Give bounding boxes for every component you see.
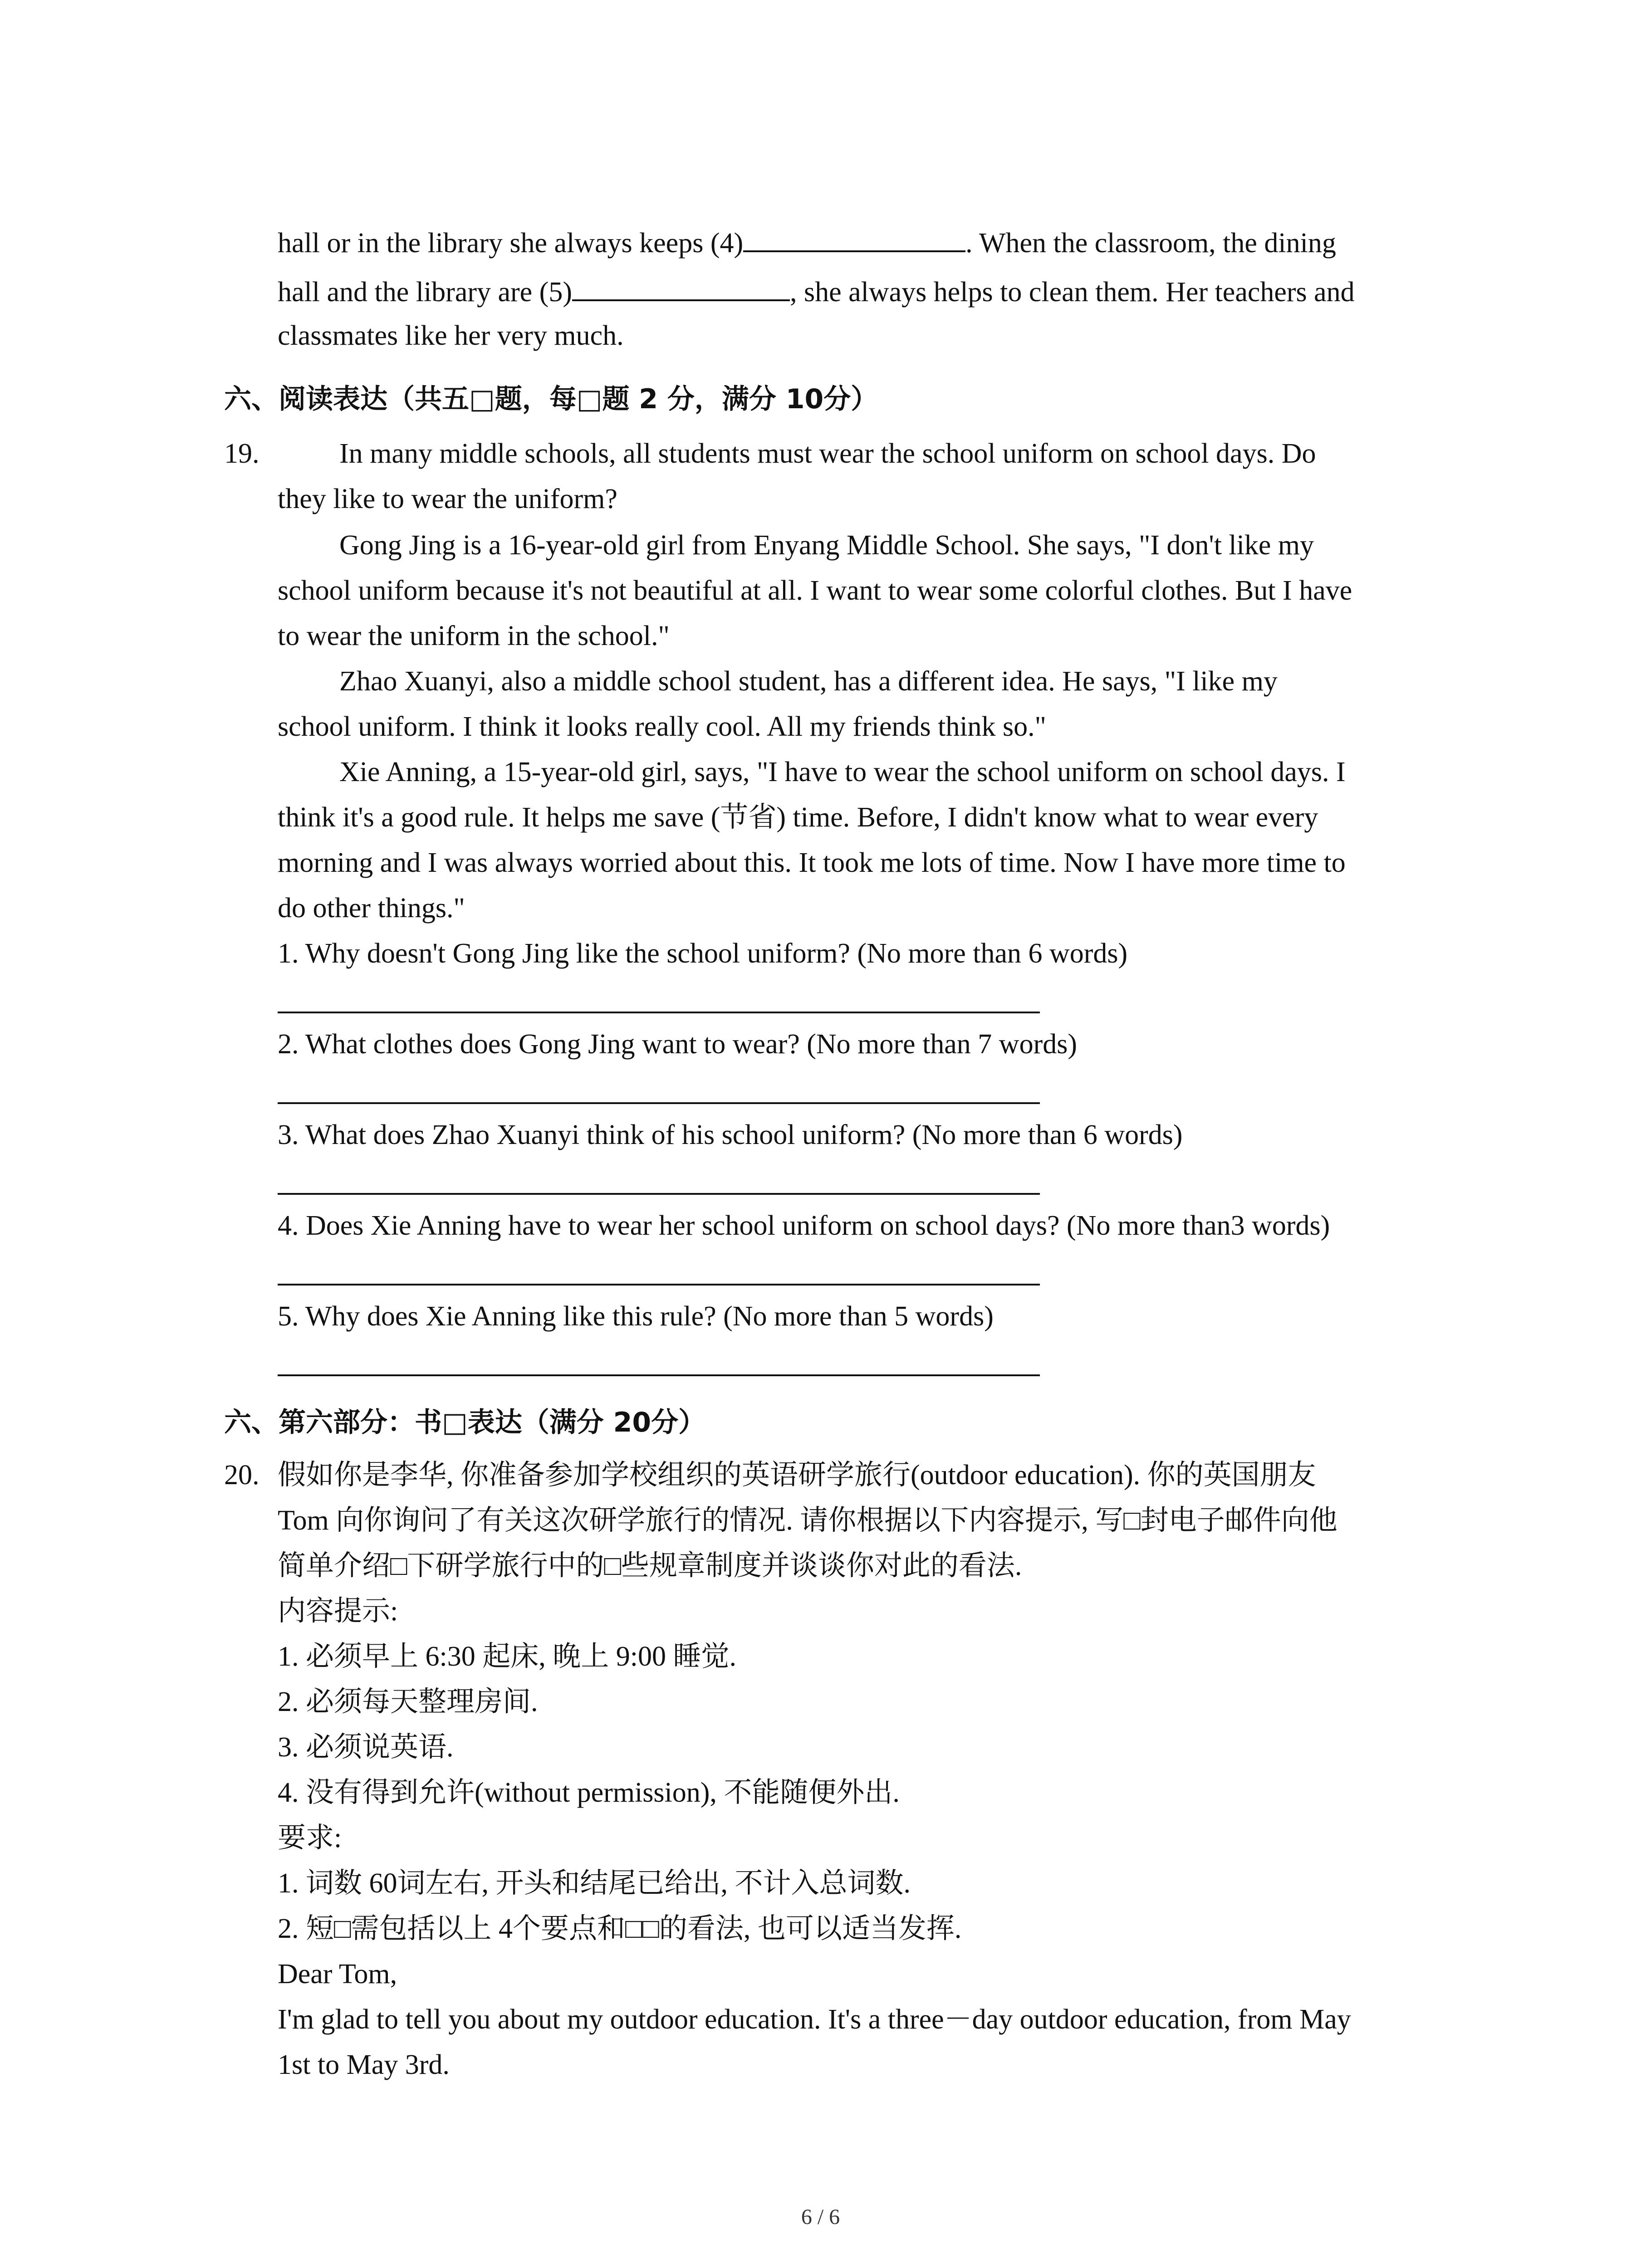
passage-line: Gong Jing is a 16-year-old girl from Enyang Middle School. She says, "I don't like my [339, 530, 1314, 561]
prompt-line: 要求: [278, 1823, 342, 1853]
page-number: 6 / 6 [801, 2205, 840, 2229]
section-heading: 六、第六部分：书□表达（满分 20分） [224, 1407, 706, 1438]
question-text: 5. Why does Xie Anning like this rule? (No more than 5 words) [278, 1301, 994, 1332]
passage-line: they like to wear the uniform? [278, 484, 617, 514]
passage-line: Xie Anning, a 15-year-old girl, says, "I have to wear the school uniform on school days. I [339, 757, 1346, 787]
passage-line: school uniform because it's not beautiful at all. I want to wear some colorful clothes. But I have [278, 575, 1352, 606]
answer-line-1[interactable] [278, 1012, 1040, 1013]
prompt-line: 3. 必须说英语. [278, 1732, 454, 1763]
passage-text: hall or in the library she always keeps (4) [278, 228, 744, 259]
passage-line: morning and I was always worried about this. It took me lots of time. Now I have more time to [278, 847, 1346, 878]
question-text: 3. What does Zhao Xuanyi think of his school uniform? (No more than 6 words) [278, 1119, 1183, 1150]
prompt-line: 假如你是李华, 你准备参加学校组织的英语研学旅行(outdoor education). 你的英国朋友 [278, 1460, 1316, 1491]
passage-line: In many middle schools, all students must wear the school uniform on school days. Do [339, 438, 1316, 469]
passage-line: to wear the uniform in the school." [278, 621, 670, 651]
blank-4[interactable] [743, 222, 965, 252]
passage-line: classmates like her very much. [278, 320, 624, 351]
passage-line: school uniform. I think it looks really cool. All my friends think so." [278, 711, 1046, 742]
prompt-line: 2. 短□需包括以上 4个要点和□□的看法, 也可以适当发挥. [278, 1913, 962, 1944]
passage-text: hall and the library are (5) [278, 277, 572, 308]
passage-text: , she always helps to clean them. Her teachers and [789, 277, 1355, 308]
passage-text: . When the classroom, the dining [965, 228, 1336, 259]
passage-line: think it's a good rule. It helps me save (节省) time. Before, I didn't know what to wear every [278, 802, 1318, 833]
passage-line: do other things." [278, 893, 465, 924]
section-heading: 六、阅读表达（共五□题，每□题 2 分，满分 10分） [224, 383, 878, 415]
prompt-line: Tom 向你询问了有关这次研学旅行的情况. 请你根据以下内容提示, 写□封电子邮件向他 [278, 1505, 1337, 1536]
question-text: 2. What clothes does Gong Jing want to wear? (No more than 7 words) [278, 1029, 1078, 1060]
letter-greeting: Dear Tom, [278, 1959, 397, 1989]
answer-line-2[interactable] [278, 1102, 1040, 1104]
prompt-line: 内容提示: [278, 1596, 398, 1627]
question-number: 20. [224, 1460, 260, 1491]
answer-line-3[interactable] [278, 1193, 1040, 1195]
passage-line [278, 222, 1336, 261]
prompt-line: 2. 必须每天整理房间. [278, 1686, 538, 1717]
passage-line [278, 271, 1355, 310]
prompt-line: 1. 必须早上 6:30 起床, 晚上 9:00 睡觉. [278, 1641, 736, 1672]
prompt-line: 简单介绍□下研学旅行中的□些规章制度并谈谈你对此的看法. [278, 1550, 1022, 1581]
question-number: 19. [224, 438, 260, 469]
letter-line: 1st to May 3rd. [278, 2049, 450, 2080]
prompt-line: 1. 词数 60词左右, 开头和结尾已给出, 不计入总词数. [278, 1868, 911, 1899]
blank-5[interactable] [572, 271, 790, 301]
question-text: 1. Why doesn't Gong Jing like the school uniform? (No more than 6 words) [278, 938, 1128, 969]
answer-line-5[interactable] [278, 1374, 1040, 1376]
passage-line: Zhao Xuanyi, also a middle school student, has a different idea. He says, "I like my [339, 666, 1278, 697]
question-text: 4. Does Xie Anning have to wear her school uniform on school days? (No more than3 words) [278, 1210, 1330, 1241]
prompt-line: 4. 没有得到允许(without permission), 不能随便外出. [278, 1777, 900, 1808]
answer-line-4[interactable] [278, 1284, 1040, 1286]
letter-line: I'm glad to tell you about my outdoor education. It's a three－day outdoor education, from May [278, 2004, 1351, 2035]
